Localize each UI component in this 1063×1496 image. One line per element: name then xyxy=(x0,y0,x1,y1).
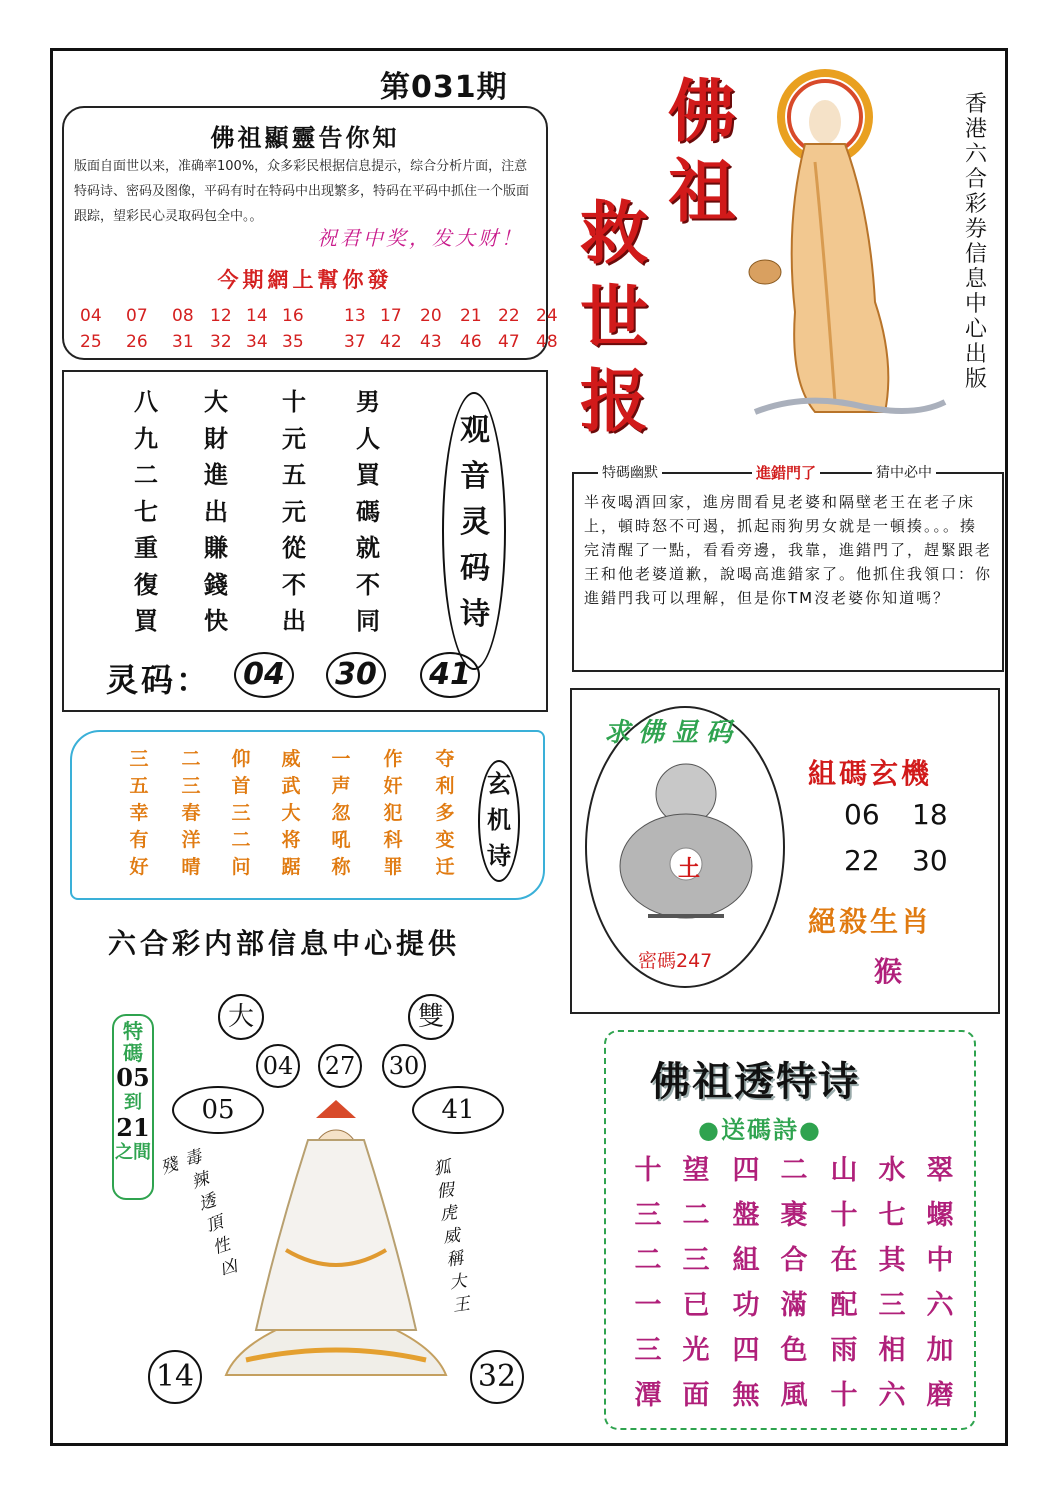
tou-poem-char: 功 xyxy=(732,1290,760,1321)
xuanji-char: 五 xyxy=(129,775,149,797)
buddha-char: 土 xyxy=(678,857,701,882)
intro-box xyxy=(62,106,558,360)
lucky-number: 35 xyxy=(282,332,304,352)
lucky-number: 22 xyxy=(498,306,520,326)
publisher-vertical: 香港六合彩券信息中心出版 xyxy=(964,92,987,392)
xuanji-char: 作 xyxy=(383,748,403,770)
xuanji-char: 科 xyxy=(383,829,403,851)
xuanji-char: 幸 xyxy=(129,802,149,824)
poem-char: 復 xyxy=(134,569,158,599)
joke-head-left: 特碼幽默 xyxy=(598,462,662,482)
tou-poem-char: 二 xyxy=(780,1155,808,1186)
xuanji-char: 奸 xyxy=(383,775,403,797)
poem-char: 買 xyxy=(356,460,380,489)
lucky-number: 21 xyxy=(460,306,482,326)
tou-poem-col xyxy=(778,1148,810,1418)
tou-poem-char: 風 xyxy=(780,1380,808,1411)
left-number-oval: 05 xyxy=(172,1086,264,1134)
poem-char: 七 xyxy=(134,496,158,526)
tou-poem-char: 其 xyxy=(878,1245,906,1276)
joke-body: 半夜喝酒回家，進房間看見老婆和隔壁老王在老子床上，頓時怒不可遏，抓起雨狗男女就是一頓揍。。。揍完清醒了一點，看看旁邊，我靠，進錯門了，趕緊跟老王和他老婆道歉，說喝高進錯家了。他抓住我領口：你進錯門我可以理解，但是你TM沒老婆你知道嗎？ xyxy=(584,493,993,607)
poem-char: 十 xyxy=(282,387,306,416)
tou-poem-char: 無 xyxy=(732,1380,760,1411)
xuanji-col xyxy=(430,746,460,881)
tou-poem-char: 色 xyxy=(780,1335,808,1366)
lucky-number: 24 xyxy=(536,306,558,326)
issue-number: 第031期 xyxy=(380,70,508,105)
tou-poem-char: 雨 xyxy=(830,1335,858,1366)
zu-number: 06 xyxy=(844,798,880,831)
tou-poem-col xyxy=(876,1148,908,1418)
poem-col-4 xyxy=(348,384,388,640)
lucky-number: 26 xyxy=(126,332,148,352)
lucky-number: 37 xyxy=(344,332,366,352)
provider-text: 六合彩内部信息中心提供 xyxy=(108,927,461,960)
title-char-2: 祖 xyxy=(668,152,737,232)
kill-zodiac-title: 絕殺生肖 xyxy=(808,905,933,938)
xuanji-col xyxy=(326,746,356,881)
tou-poem-char: 磨 xyxy=(926,1380,954,1411)
top-number: 27 xyxy=(318,1044,362,1088)
xuanji-char: 仰 xyxy=(231,748,251,770)
tou-poem-char: 翠 xyxy=(926,1155,954,1186)
tema-to: 21 xyxy=(116,1113,150,1142)
zu-ma-title: 組碼玄機 xyxy=(808,757,933,790)
tou-poem-char: 三 xyxy=(682,1245,710,1276)
qiu-fo-title: 求佛显码 xyxy=(604,718,741,748)
guanyin-seated-image xyxy=(216,1100,456,1380)
xuanji-col xyxy=(124,746,154,881)
number-row-2 xyxy=(80,332,558,354)
poem-char: 重 xyxy=(134,533,158,562)
tou-poem-char: 四 xyxy=(732,1155,760,1186)
intro-body: 版面自面世以来，准确率100%，众多彩民根据信息提示，综合分析片面，注意特码诗、密码及图像，平码有时在特码中出现繁多，特码在平码中抓住一个版面跟踪，望彩民心灵取码包全中。。 xyxy=(74,159,530,224)
lucky-number: 17 xyxy=(380,306,402,326)
poem-char: 五 xyxy=(282,460,306,489)
title-char-3: 救 xyxy=(580,194,649,274)
xuanji-char: 问 xyxy=(231,856,251,878)
xuanji-col xyxy=(276,746,306,881)
tou-poem-char: 十 xyxy=(830,1200,858,1231)
xuanji-char: 春 xyxy=(181,802,201,824)
tou-poem-col xyxy=(680,1148,712,1418)
xuanji-char: 二 xyxy=(231,829,251,851)
tema-text xyxy=(114,1020,152,1164)
tou-poem-char: 三 xyxy=(634,1200,662,1231)
tou-poem-char: 配 xyxy=(830,1290,858,1321)
joke-head-right: 猜中必中 xyxy=(872,462,936,482)
xuanji-char: 迁 xyxy=(435,856,455,878)
tou-poem-char: 七 xyxy=(878,1200,906,1231)
tema-to-label: 到 xyxy=(124,1092,142,1113)
xuanji-char: 称 xyxy=(331,856,351,878)
xuanji-char: 威 xyxy=(281,748,301,770)
tou-poem-char: 六 xyxy=(926,1290,954,1321)
tou-poem-char: 裹 xyxy=(780,1200,808,1231)
tou-poem-col xyxy=(924,1148,956,1418)
kill-zodiac: 猴 xyxy=(874,955,903,988)
tou-poem-col xyxy=(730,1148,762,1418)
title-char-1: 佛 xyxy=(668,72,737,152)
mima-text: 密碼247 xyxy=(638,950,713,972)
tou-poem-char: 六 xyxy=(878,1380,906,1411)
tou-poem-char: 中 xyxy=(926,1245,954,1276)
xuanji-char: 二 xyxy=(181,748,201,770)
xuanji-char: 晴 xyxy=(181,856,201,878)
xuanji-char: 犯 xyxy=(383,802,403,824)
lucky-number: 08 xyxy=(172,306,194,326)
tou-poem-char: 相 xyxy=(878,1335,906,1366)
poem-char: 財 xyxy=(204,423,228,453)
poem-char: 出 xyxy=(282,606,306,635)
xuanji-char: 变 xyxy=(435,829,455,851)
title-char-4: 世 xyxy=(580,278,649,358)
xuanji-char: 夺 xyxy=(435,748,455,770)
poem-char: 不 xyxy=(282,569,306,599)
poem-char: 快 xyxy=(204,606,228,635)
xuanji-char: 有 xyxy=(129,829,149,851)
lucky-number: 20 xyxy=(420,306,442,326)
xuanji-char: 大 xyxy=(281,802,301,824)
poem-char: 買 xyxy=(134,606,158,635)
lingma-number: 30 xyxy=(326,652,386,698)
intro-subtitle: 今期網上幫你發 xyxy=(217,268,393,292)
tou-poem-char: 望 xyxy=(682,1155,710,1186)
xuanji-char: 忽 xyxy=(331,802,351,824)
poem-title: 观音灵码诗 xyxy=(460,413,490,632)
lucky-number: 14 xyxy=(246,306,268,326)
tou-poem-char: 山 xyxy=(830,1155,858,1186)
joke-head-mid: 進錯門了 xyxy=(752,462,820,483)
poem-char: 元 xyxy=(282,423,306,453)
poem-char: 大 xyxy=(204,387,228,416)
tou-poem-char: 三 xyxy=(634,1335,662,1366)
tou-poem-char: 一 xyxy=(634,1290,662,1321)
zu-number: 30 xyxy=(912,844,948,877)
lucky-number: 04 xyxy=(80,306,102,326)
tou-poem-char: 盤 xyxy=(732,1200,760,1231)
zu-number: 18 xyxy=(912,798,948,831)
xuanji-char: 首 xyxy=(231,775,251,797)
xuanji-char: 三 xyxy=(181,775,201,797)
xuanji-char: 三 xyxy=(231,802,251,824)
tou-poem-char: 二 xyxy=(634,1245,662,1276)
lucky-number: 12 xyxy=(210,306,232,326)
tou-poem-char: 加 xyxy=(926,1335,954,1366)
number-row-1 xyxy=(80,306,558,328)
lucky-number: 25 xyxy=(80,332,102,352)
tou-poem-char: 光 xyxy=(682,1335,710,1366)
tou-poem-col xyxy=(632,1148,664,1418)
lingma-number: 41 xyxy=(420,652,480,698)
tou-poem-subtitle: ●送碼詩● xyxy=(698,1116,822,1144)
xuanji-col xyxy=(226,746,256,881)
tema-between: 之間 xyxy=(115,1142,151,1163)
poem-char: 元 xyxy=(282,496,306,526)
poem-char: 從 xyxy=(282,533,306,562)
tou-poem-char: 十 xyxy=(634,1155,662,1186)
intro-wish: 祝君中奖，发大财！ xyxy=(317,226,524,250)
tou-poem-char: 二 xyxy=(682,1200,710,1231)
left-vertical-poem: 毒辣透頂性凶殘 xyxy=(154,1147,240,1285)
intro-title: 佛祖顯靈告你知 xyxy=(210,124,400,152)
lucky-number: 42 xyxy=(380,332,402,352)
tema-from: 05 xyxy=(116,1063,150,1092)
lucky-number: 34 xyxy=(246,332,268,352)
poem-col-1 xyxy=(126,384,166,640)
poem-char: 九 xyxy=(134,423,158,453)
lucky-number: 13 xyxy=(344,306,366,326)
tou-poem-char: 組 xyxy=(732,1245,760,1276)
xuanji-char: 吼 xyxy=(331,829,351,851)
corner-number: 14 xyxy=(148,1350,202,1404)
lucky-number: 46 xyxy=(460,332,482,352)
xuanji-char: 踞 xyxy=(281,856,301,878)
tou-poem-char: 四 xyxy=(732,1335,760,1366)
right-number-oval: 41 xyxy=(412,1086,504,1134)
poem-char: 二 xyxy=(134,460,158,489)
tou-poem-char: 面 xyxy=(682,1380,710,1411)
lucky-number: 16 xyxy=(282,306,304,326)
laughing-buddha-image xyxy=(608,756,764,926)
xuanji-char: 声 xyxy=(331,775,351,797)
tou-poem-char: 潭 xyxy=(634,1380,662,1411)
poem-char: 碼 xyxy=(356,496,380,526)
tou-poem-char: 已 xyxy=(682,1290,710,1321)
big-circle: 大 xyxy=(218,994,264,1040)
xuanji-char: 洋 xyxy=(181,829,201,851)
poem-char: 錢 xyxy=(204,569,228,599)
lucky-number: 07 xyxy=(126,306,148,326)
tema-label: 特碼 xyxy=(123,1019,143,1065)
tou-poem-char: 在 xyxy=(830,1245,858,1276)
xuanji-char: 三 xyxy=(129,748,149,770)
tou-poem-char: 滿 xyxy=(780,1290,808,1321)
top-number: 04 xyxy=(256,1044,300,1088)
tou-poem-char: 三 xyxy=(878,1290,906,1321)
xuanji-char: 将 xyxy=(281,829,301,851)
xuanji-col xyxy=(176,746,206,881)
poem-char: 同 xyxy=(356,606,380,635)
poem-char: 不 xyxy=(356,569,380,599)
poem-col-3 xyxy=(274,384,314,640)
tou-poem-char: 十 xyxy=(830,1380,858,1411)
lucky-number: 31 xyxy=(172,332,194,352)
poem-col-2 xyxy=(196,384,236,640)
poem-char: 八 xyxy=(134,387,158,416)
xuanji-char: 罪 xyxy=(383,856,403,878)
xuanji-title: 玄机诗 xyxy=(487,770,511,870)
xuanji-char: 武 xyxy=(281,775,301,797)
corner-number: 32 xyxy=(470,1350,524,1404)
xuanji-char: 好 xyxy=(129,856,149,878)
poem-char: 賺 xyxy=(204,533,228,562)
poem-char: 出 xyxy=(204,496,228,526)
double-circle: 雙 xyxy=(408,994,454,1040)
poem-char: 男 xyxy=(356,387,380,416)
xuanji-char: 利 xyxy=(435,775,455,797)
poem-char: 就 xyxy=(356,533,380,562)
lucky-number: 43 xyxy=(420,332,442,352)
title-char-5: 报 xyxy=(580,362,649,442)
tou-poem-char: 螺 xyxy=(926,1200,954,1231)
xuanji-char: 多 xyxy=(435,802,455,824)
lucky-number: 47 xyxy=(498,332,520,352)
lingma-number: 04 xyxy=(234,652,294,698)
top-number: 30 xyxy=(382,1044,426,1088)
xuanji-char: 一 xyxy=(331,748,351,770)
tou-poem-char: 合 xyxy=(780,1245,808,1276)
guanyin-image xyxy=(745,62,950,432)
poem-char: 進 xyxy=(204,460,228,489)
zu-number: 22 xyxy=(844,844,880,877)
xuanji-col xyxy=(378,746,408,881)
lucky-number: 32 xyxy=(210,332,232,352)
lingma-label: 灵码： xyxy=(106,661,212,699)
tou-poem-char: 水 xyxy=(878,1155,906,1186)
tou-poem-title: 佛祖透特诗 xyxy=(650,1058,860,1105)
lucky-number: 48 xyxy=(536,332,558,352)
poem-char: 人 xyxy=(356,423,380,453)
right-vertical-poem: 狐假虎威稱大王 xyxy=(428,1157,471,1320)
tou-poem-col xyxy=(828,1148,860,1418)
